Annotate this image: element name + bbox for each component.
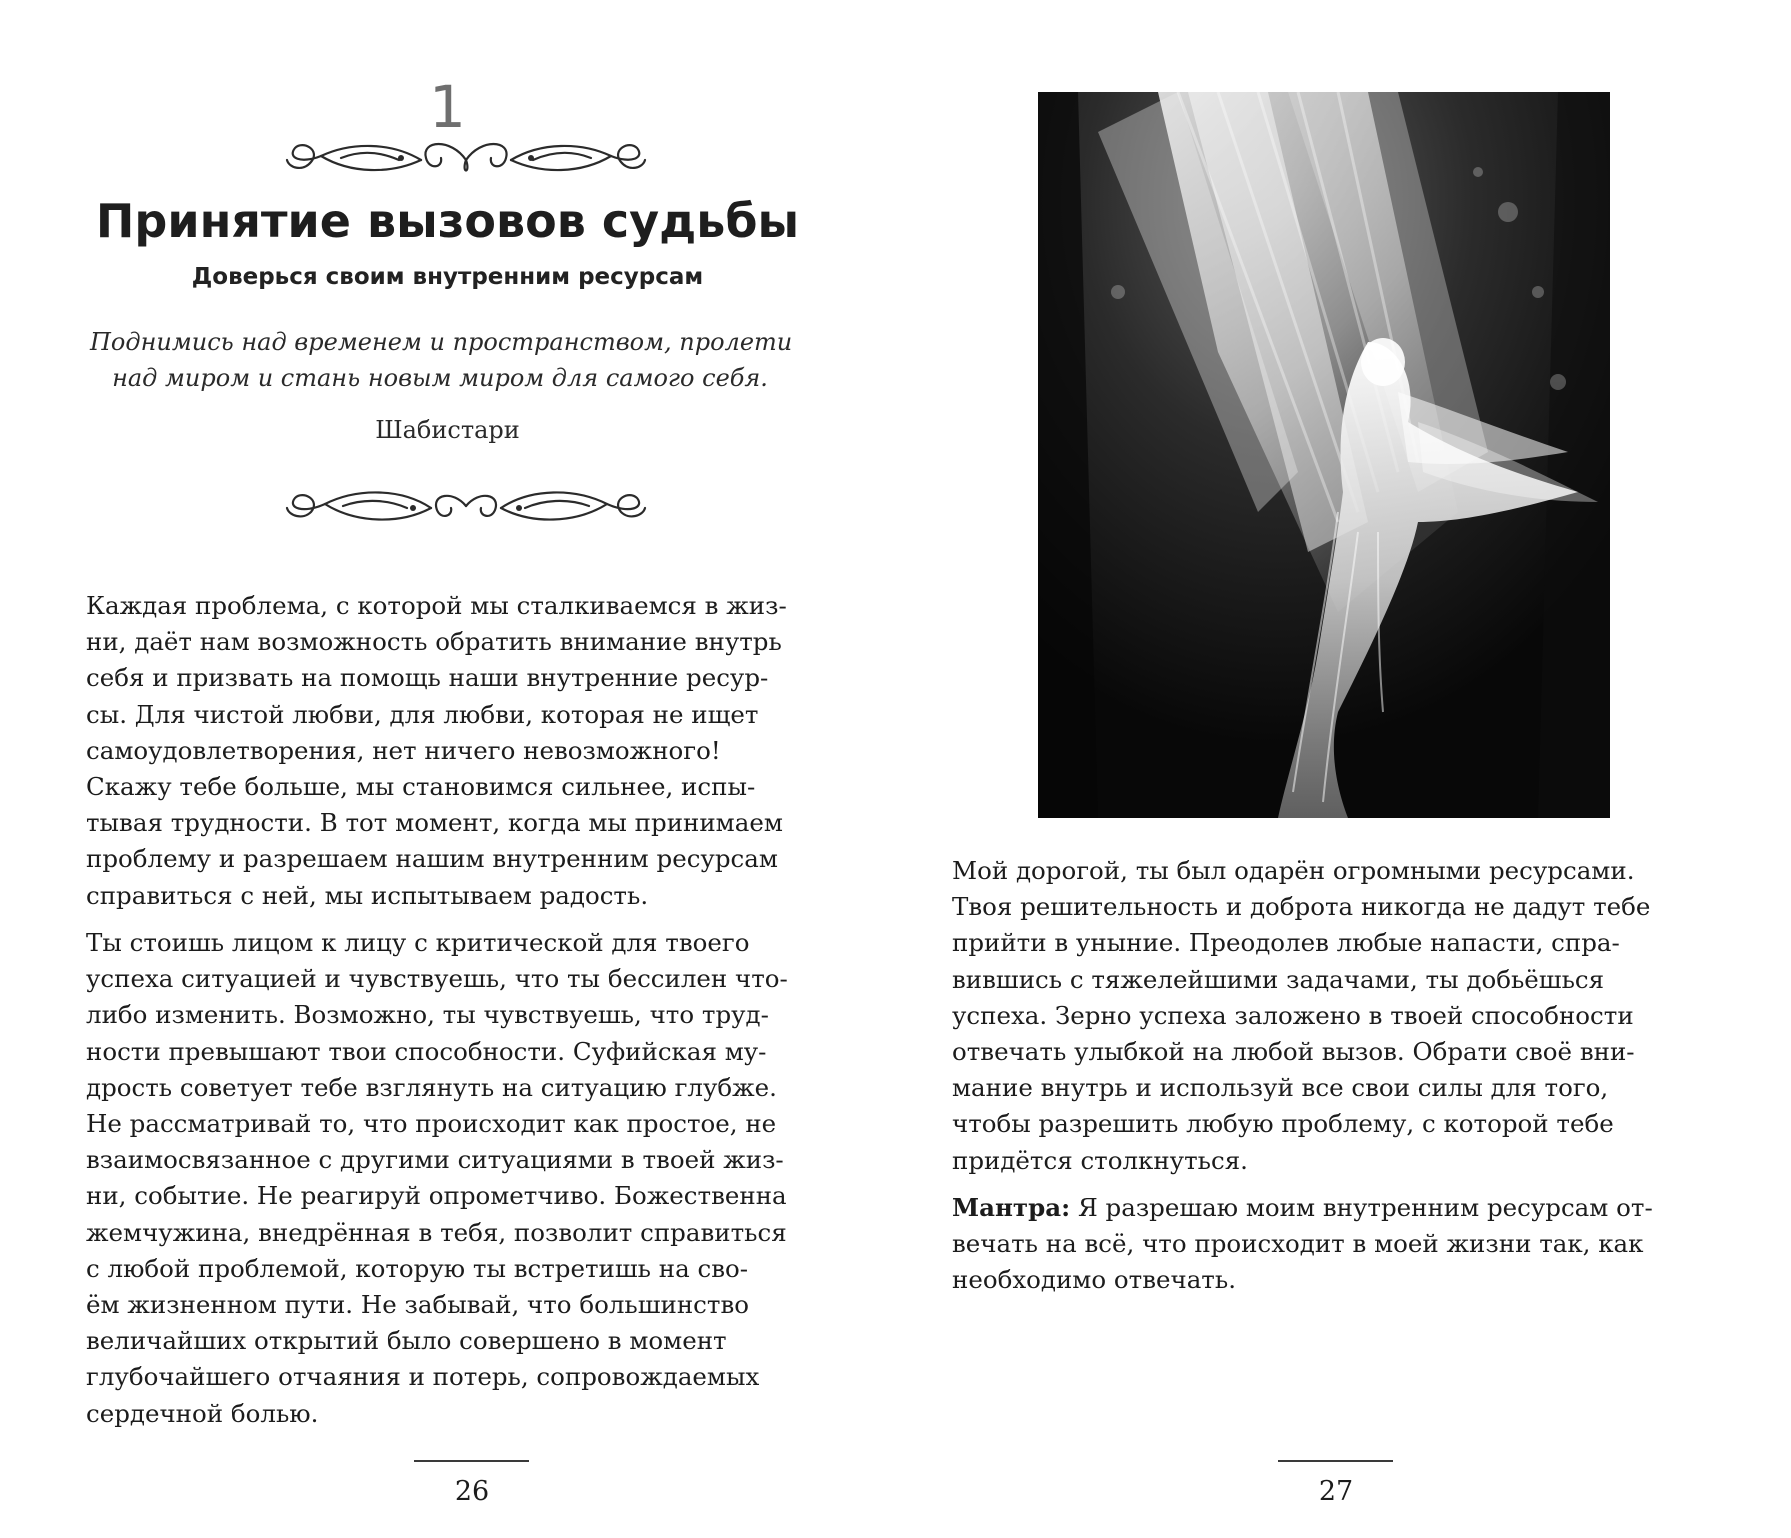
text-line: ни, даёт нам возможность обратить внимание внутрь — [86, 627, 782, 657]
text-line: придётся столкнуться. — [952, 1145, 1248, 1175]
text-line: чтобы разрешить любую проблему, с которой тебе — [952, 1109, 1614, 1139]
text-line: Твоя решительность и доброта никогда не дадут тебе — [952, 892, 1651, 922]
text-line — [952, 1190, 1653, 1226]
text-line: глубочайшего отчаяния и потерь, сопровождаемых — [86, 1362, 760, 1392]
text-line: Ты стоишь лицом к лицу с критической для твоего — [86, 928, 750, 957]
text-line: Скажу тебе больше, мы становимся сильнее, испы- — [86, 772, 756, 802]
text-line: себя и призвать на помощь наши внутренние ресур- — [86, 663, 769, 693]
mantra-text: Я разрешаю моим внутренним ресурсам от- — [1070, 1193, 1653, 1222]
footer-rule — [1278, 1460, 1393, 1462]
text-line: ни, событие. Не реагируй опрометчиво. Божественна — [86, 1181, 787, 1211]
text-line: тывая трудности. В тот момент, когда мы принимаем — [86, 808, 783, 838]
text-line: либо изменить. Возможно, ты чувствуешь, что труд- — [86, 1000, 769, 1030]
text-line: мание внутрь и используй все свои силы для того, — [952, 1073, 1609, 1103]
text-line: ём жизненном пути. Не забывай, что большинство — [86, 1290, 749, 1320]
text-line: Каждая проблема, с которой мы сталкиваемся в жиз- — [86, 591, 787, 620]
text-line: самоудовлетворения, нет ничего невозможного! — [86, 735, 721, 765]
text-line: вечать на всё, что происходит в моей жизни так, как — [952, 1229, 1644, 1259]
text-line: вившись с тяжелейшими задачами, ты добьёшься — [952, 964, 1605, 994]
page-number: 26 — [454, 1476, 490, 1507]
text-line: справиться с ней, мы испытываем радость. — [86, 880, 649, 910]
angel-in-light-rays-illustration — [1038, 92, 1610, 818]
text-line: жемчужина, внедрённая в тебя, позволит справиться — [86, 1217, 787, 1247]
text-line: ности превышают твои способности. Суфийская му- — [86, 1036, 767, 1066]
text-line: Мой дорогой, ты был одарён огромными ресурсами. — [952, 856, 1635, 885]
chapter-title: Принятие вызовов судьбы — [95, 194, 800, 248]
epigraph-line: Поднимись над временем и пространством, пролети — [90, 328, 793, 356]
text-line: с любой проблемой, которую ты встретишь на сво- — [86, 1253, 749, 1283]
chapter-subtitle: Доверься своим внутренним ресурсам — [191, 264, 704, 290]
page-number: 27 — [1318, 1476, 1354, 1507]
text-line: взаимосвязанное с другими ситуациями в твоей жиз- — [86, 1145, 784, 1175]
chapter-number: 1 — [429, 73, 466, 141]
text-line: необходимо отвечать. — [952, 1265, 1236, 1295]
body-paragraph — [952, 853, 1650, 1179]
mantra-paragraph — [952, 1190, 1653, 1299]
text-line: сердечной болью. — [86, 1398, 319, 1428]
text-line: успеха. Зерно успеха заложено в твоей способности — [952, 1000, 1634, 1030]
text-line: дрость советует тебе взглянуть на ситуацию глубже. — [86, 1072, 777, 1102]
text-line: величайших открытий было совершено в момент — [86, 1326, 727, 1356]
epigraph-author: Шабистари — [375, 416, 520, 444]
text-line: успеха ситуацией и чувствуешь, что ты бессилен что- — [86, 964, 788, 994]
text-line: прийти в уныние. Преодолев любые напасти, спра- — [952, 928, 1620, 958]
epigraph-line: над миром и стань новым миром для самого себя. — [112, 364, 768, 392]
mantra-label: Мантра: — [952, 1193, 1071, 1222]
text-line: отвечать улыбкой на любой вызов. Обрати своё вни- — [952, 1037, 1635, 1067]
text-line: сы. Для чистой любви, для любви, которая не ищет — [86, 699, 759, 729]
text-line: проблему и разрешаем нашим внутренним ресурсам — [86, 844, 778, 874]
text-line: Не рассматривай то, что происходит как простое, не — [86, 1109, 777, 1139]
